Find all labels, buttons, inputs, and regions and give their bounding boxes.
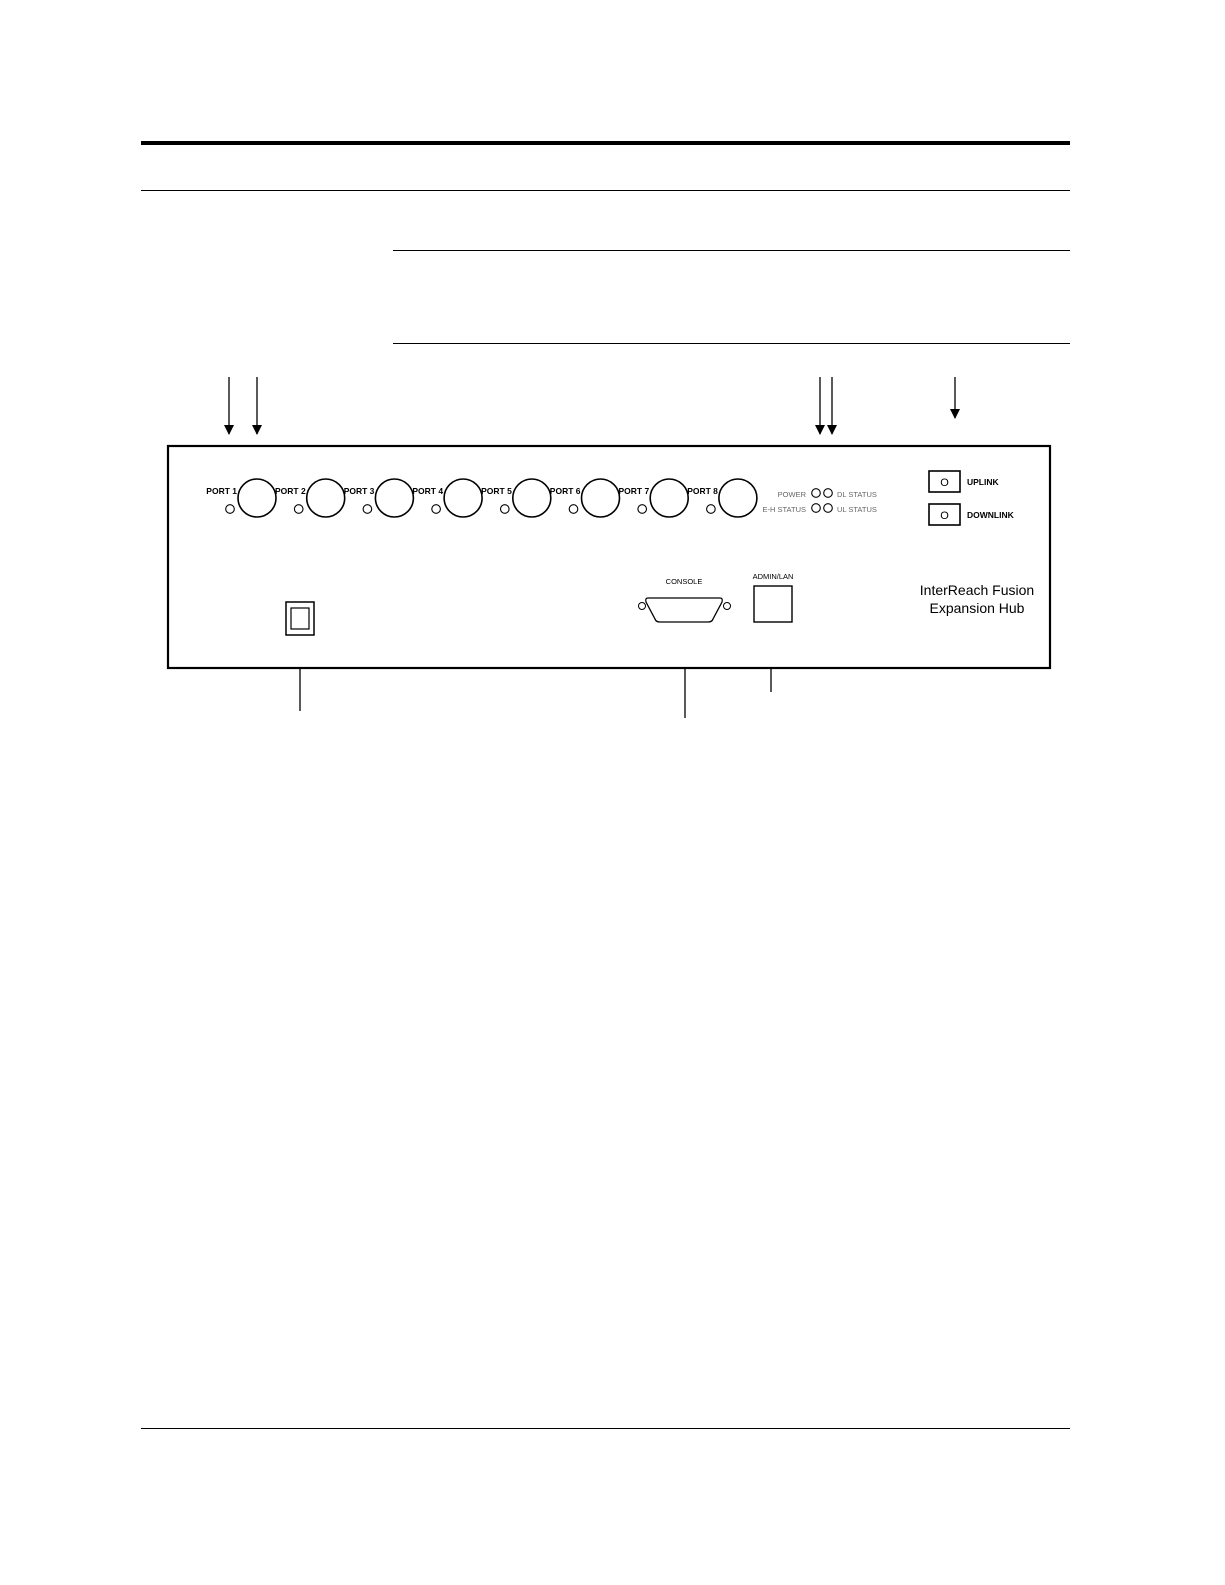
admin-lan-label: ADMIN/LAN — [752, 572, 794, 581]
downlink-switch-glyph: O — [940, 510, 949, 522]
port-led — [501, 505, 510, 514]
port-label: PORT 3 — [343, 486, 375, 496]
callout-arrows-top — [229, 377, 955, 434]
port-label: PORT 1 — [206, 486, 237, 496]
console-label: CONSOLE — [665, 577, 703, 586]
port-connector[interactable] — [444, 479, 482, 517]
port-connector[interactable] — [375, 479, 413, 517]
eh-status-led — [812, 504, 821, 513]
port-label: PORT 8 — [687, 486, 718, 496]
admin-lan-jack — [754, 586, 792, 622]
port-connector[interactable] — [238, 479, 276, 517]
ul-status-led-label: UL STATUS — [837, 505, 877, 514]
port-label: PORT 4 — [412, 486, 444, 496]
port-label: PORT 5 — [481, 486, 512, 496]
brand-line-2: Expansion Hub — [929, 600, 1025, 616]
port-led — [363, 505, 372, 514]
console-screw-right — [724, 603, 731, 610]
port-led — [569, 505, 578, 514]
port-connector[interactable] — [582, 479, 620, 517]
power-led — [812, 489, 821, 498]
port-led — [226, 505, 235, 514]
port-connector[interactable] — [307, 479, 345, 517]
brand-line-1: InterReach Fusion — [919, 582, 1035, 598]
eh-status-led-label: E-H STATUS — [762, 505, 806, 514]
ul-status-led — [824, 504, 833, 513]
port-led — [294, 505, 303, 514]
power-led-label: POWER — [777, 490, 806, 499]
console-screw-left — [639, 603, 646, 610]
uplink-label: UPLINK — [967, 477, 999, 487]
port-led — [638, 505, 647, 514]
console-db9-connector — [646, 598, 723, 622]
port-label: PORT 2 — [274, 486, 306, 496]
dl-status-led — [824, 489, 833, 498]
downlink-label: DOWNLINK — [967, 510, 1014, 520]
port-label: PORT 6 — [549, 486, 581, 496]
dl-status-led-label: DL STATUS — [837, 490, 877, 499]
uplink-switch-glyph: O — [940, 477, 949, 489]
port-led — [707, 505, 716, 514]
power-switch[interactable] — [286, 602, 314, 635]
port-led — [432, 505, 441, 514]
port-label: PORT 7 — [618, 486, 650, 496]
admin-lan-port[interactable] — [753, 572, 794, 622]
port-connector[interactable] — [650, 479, 688, 517]
port-connector[interactable] — [719, 479, 757, 517]
port-connector[interactable] — [513, 479, 551, 517]
